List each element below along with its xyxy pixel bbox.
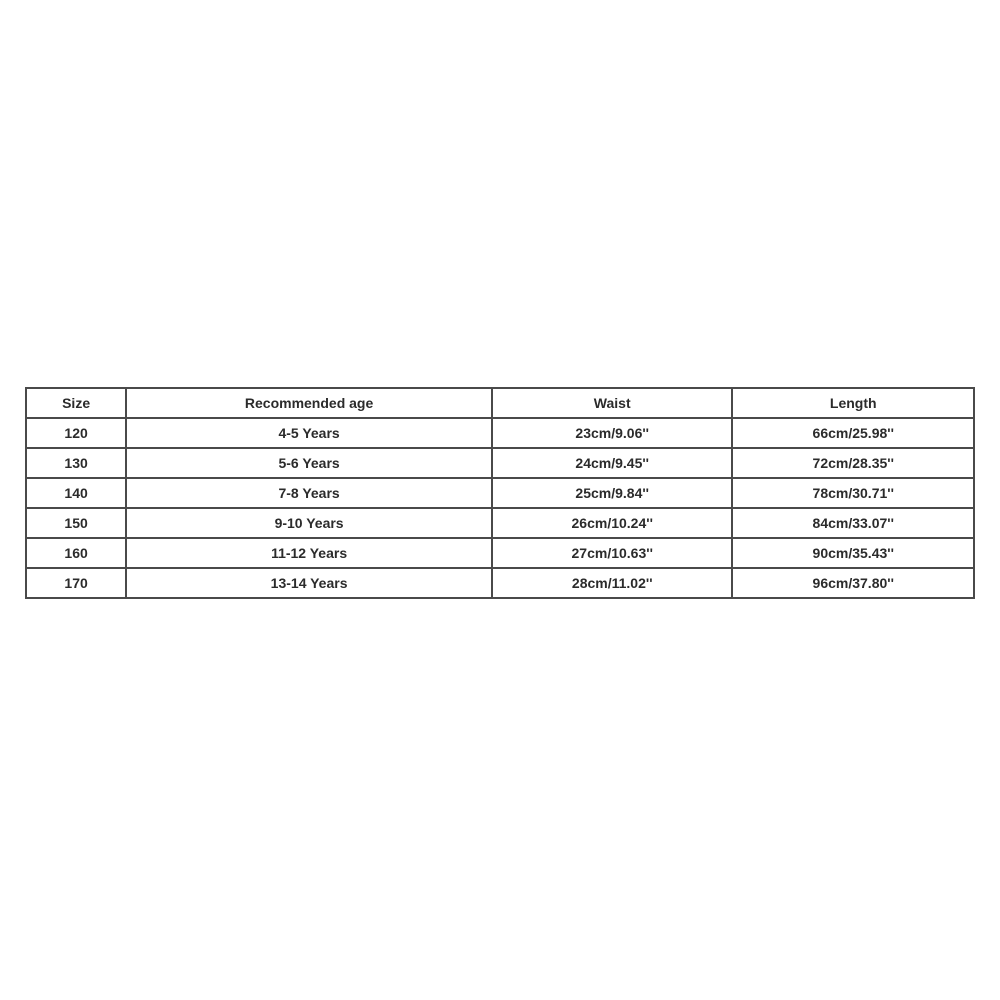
cell-waist: 25cm/9.84'' <box>492 478 733 508</box>
cell-age: 5-6 Years <box>126 448 492 478</box>
table-row <box>26 448 974 478</box>
cell-age: 9-10 Years <box>126 508 492 538</box>
table-header-row <box>26 388 974 418</box>
cell-length: 78cm/30.71'' <box>732 478 974 508</box>
cell-age: 7-8 Years <box>126 478 492 508</box>
header-length: Length <box>732 388 974 418</box>
header-size: Size <box>26 388 126 418</box>
cell-length: 96cm/37.80'' <box>732 568 974 598</box>
header-recommended-age: Recommended age <box>126 388 492 418</box>
cell-waist: 26cm/10.24'' <box>492 508 733 538</box>
cell-waist: 27cm/10.63'' <box>492 538 733 568</box>
cell-size: 170 <box>26 568 126 598</box>
cell-age: 4-5 Years <box>126 418 492 448</box>
table-row <box>26 508 974 538</box>
table-row <box>26 418 974 448</box>
cell-size: 160 <box>26 538 126 568</box>
cell-size: 120 <box>26 418 126 448</box>
cell-length: 66cm/25.98'' <box>732 418 974 448</box>
cell-size: 140 <box>26 478 126 508</box>
cell-age: 13-14 Years <box>126 568 492 598</box>
table-row <box>26 568 974 598</box>
table-row <box>26 538 974 568</box>
size-chart-table <box>25 387 975 599</box>
cell-waist: 24cm/9.45'' <box>492 448 733 478</box>
cell-waist: 23cm/9.06'' <box>492 418 733 448</box>
cell-length: 72cm/28.35'' <box>732 448 974 478</box>
cell-length: 90cm/35.43'' <box>732 538 974 568</box>
cell-waist: 28cm/11.02'' <box>492 568 733 598</box>
cell-length: 84cm/33.07'' <box>732 508 974 538</box>
cell-size: 130 <box>26 448 126 478</box>
cell-age: 11-12 Years <box>126 538 492 568</box>
header-waist: Waist <box>492 388 733 418</box>
table-row <box>26 478 974 508</box>
cell-size: 150 <box>26 508 126 538</box>
